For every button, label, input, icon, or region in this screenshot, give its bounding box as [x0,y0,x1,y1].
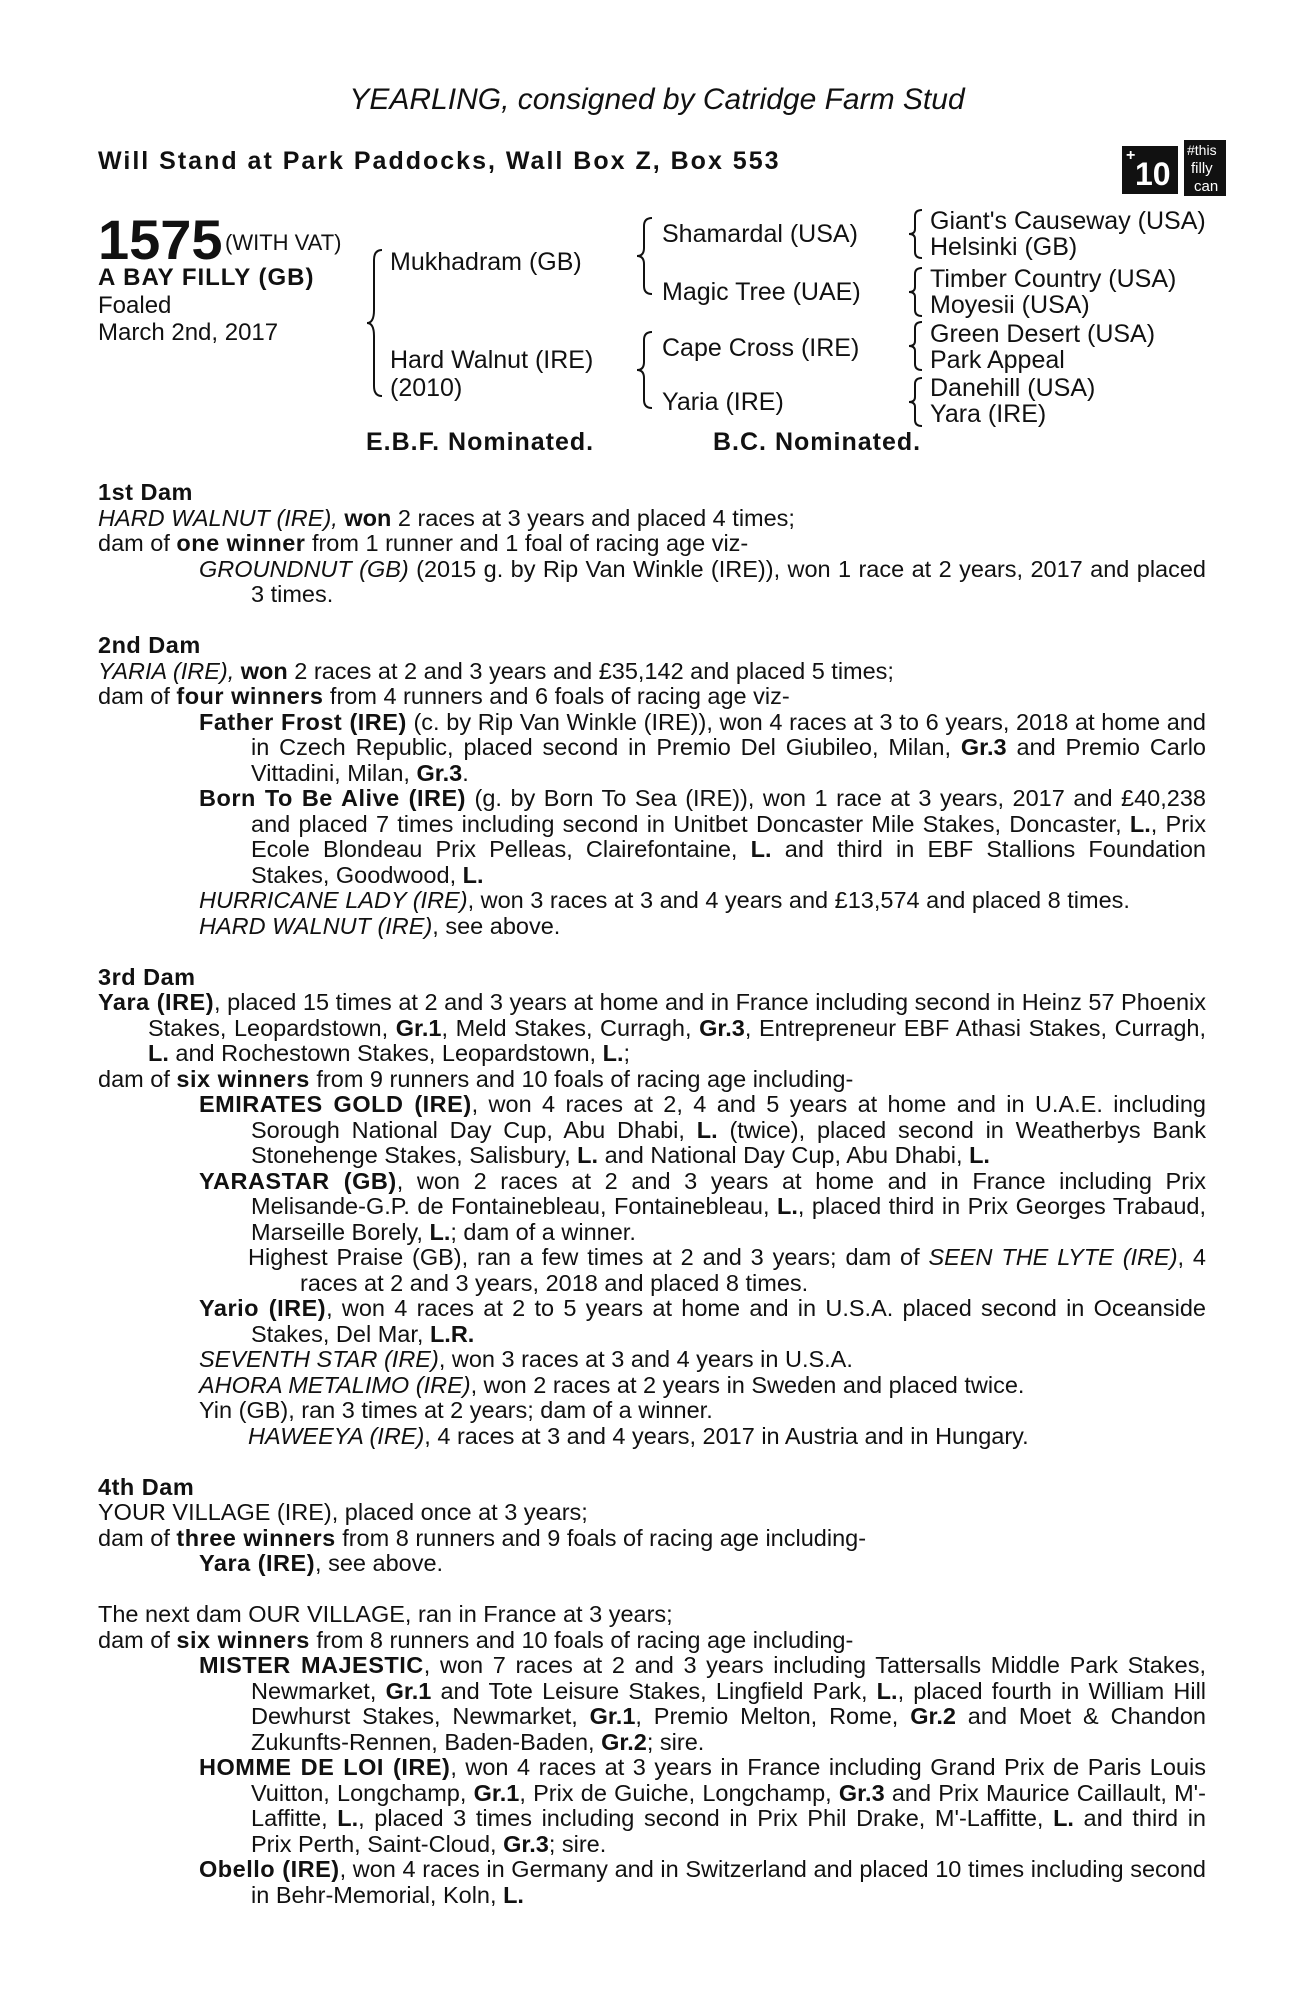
section-heading: 3rd Dam [98,963,196,990]
pedigree-gen3-1: Giant's Causeway (USA) [930,207,1206,235]
pedigree-brace-dam [634,330,656,410]
offspring-entry: Father Frost (IRE) (c. by Rip Van Winkle (IRE)), won 4 races at 3 to 6 years, 2018 at home and in Czech Republic, placed second in Premio Del Giubileo, Milan, Gr.3 and Premio Carlo Vittadini, Milan, Gr.3. [199,708,1206,786]
logo-ten: 10 [1135,156,1171,192]
logo-can: can [1194,178,1219,195]
stand-location: Will Stand at Park Paddocks, Wall Box Z, Box 553 [98,147,781,175]
lot-number: 1575 [98,208,223,271]
offspring-entry: Highest Praise (GB), ran a few times at 2 and 3 years; dam of SEEN THE LYTE (IRE), 4 races at 2 and 3 years, 2018 and placed 8 times. [248,1244,1206,1296]
offspring-entry: Yin (GB), ran 3 times at 2 years; dam of a winner. [199,1397,713,1423]
pedigree-sire: Mukhadram (GB) [390,248,582,276]
svg-text:+: + [1126,147,1136,164]
offspring-entry: GROUNDNUT (GB) (2015 g. by Rip Van Winkle (IRE)), won 1 race at 2 years, 2017 and placed 3 times. [199,555,1206,607]
pedigree-brace-g3-2 [906,266,926,318]
next-dam-section [98,1602,1206,1908]
pedigree-brace-sire [634,216,656,296]
offspring-entry: Obello (IRE), won 4 races in Germany and in Switzerland and placed 10 times including second in Behr-Memorial, Koln, L. [199,1856,1206,1908]
bc-nominated: B.C. Nominated. [713,428,922,456]
offspring-entry: EMIRATES GOLD (IRE), won 4 races at 2, 4 and 5 years at home and in U.A.E. including Sorough National Day Cup, Abu Dhabi, L. (twice), placed second in Weatherbys Bank Stonehenge Stakes, Salisbury, L. and National Day Cup, Abu Dhabi, L. [199,1091,1206,1168]
first-dam-section [98,480,1206,608]
offspring-entry: Yario (IRE), won 4 races at 2 to 5 years at home and in U.S.A. placed second in Oceanside Stakes, Del Mar, L.R. [199,1295,1206,1347]
second-dam-section [98,633,1206,939]
lot-description: A BAY FILLY (GB) [98,264,315,291]
pedigree-dam-sire: Cape Cross (IRE) [662,334,860,362]
pedigree-brace-g3-3 [906,320,926,372]
ebf-nominated: E.B.F. Nominated. [366,428,595,456]
offspring-entry: MISTER MAJESTIC, won 7 races at 2 and 3 years including Tattersalls Middle Park Stakes, Newmarket, Gr.1 and Tote Leisure Stakes, Lingfield Park, L., placed fourth in William Hill Dewhurst Stakes, Newmarket, Gr.1, Premio Melton, Rome, Gr.2 and Moet & Chandon Zukunfts-Rennen, Baden-Baden, Gr.2; sire. [199,1652,1207,1755]
pedigree-brace-g3-4 [906,376,926,428]
dam-of-line: dam of four winners from 4 runners and 6 foals of racing age viz- [98,683,790,709]
foaled-date: March 2nd, 2017 [98,319,279,346]
pedigree-dam-year: (2010) [390,374,463,402]
pedigree-dam-dam: Yaria (IRE) [662,388,784,416]
offspring-entry: Yara (IRE), see above. [199,1550,444,1576]
logo-filly: filly [1191,160,1213,177]
this-filly-can-logo [1118,140,1228,196]
offspring-entry: HOMME DE LOI (IRE), won 4 races at 3 years in France including Grand Prix de Paris Louis Vuitton, Longchamp, Gr.1, Prix de Guiche, Longchamp, Gr.3 and Prix Maurice Caillault, M'-Laffitte, L., placed 3 times including second in Prix Phil Drake, M'-Laffitte, L. and third in Prix Perth, Saint-Cloud, Gr.3; sire. [199,1754,1206,1857]
dam-of-line: dam of one winner from 1 runner and 1 foal of racing age viz- [98,530,749,556]
pedigree-gen3-2: Helsinki (GB) [930,233,1078,261]
foaled-label: Foaled [98,292,172,319]
dam-line: HARD WALNUT (IRE), won 2 races at 3 years and placed 4 times; [98,504,795,531]
dam-of-line: dam of six winners from 8 runners and 10 foals of racing age including- [98,1626,854,1653]
offspring-entry: AHORA METALIMO (IRE), won 2 races at 2 years in Sweden and placed twice. [199,1371,1025,1398]
offspring-entry: Born To Be Alive (IRE) (g. by Born To Sea (IRE)), won 1 race at 3 years, 2017 and £40,238 and placed 7 times including second in Unitbet Doncaster Mile Stakes, Doncaster, L., Prix Ecole Blondeau Prix Pelleas, Clairefontaine, L. and third in EBF Stallions Foundation Stakes, Goodwood, L. [199,785,1206,888]
section-heading: 1st Dam [98,479,193,505]
dam-line: YOUR VILLAGE (IRE), placed once at 3 years; [98,1499,588,1525]
pedigree-sire-sire: Shamardal (USA) [662,220,858,248]
section-heading: 4th Dam [98,1473,195,1500]
pedigree-brace-gen1 [364,248,386,398]
fourth-dam-section [98,1475,1206,1577]
pedigree-gen3-3: Timber Country (USA) [930,265,1177,293]
pedigree-gen3-4: Moyesii (USA) [930,291,1090,319]
section-heading: 2nd Dam [98,632,201,658]
pedigree-sire-dam: Magic Tree (UAE) [662,278,861,306]
pedigree-gen3-6: Park Appeal [930,346,1065,374]
pedigree-brace-g3-1 [906,208,926,260]
dam-line: YARIA (IRE), won 2 races at 2 and 3 years and £35,142 and placed 5 times; [98,657,894,684]
dam-of-line: dam of six winners from 9 runners and 10 foals of racing age including- [98,1065,854,1092]
dam-of-line: dam of three winners from 8 runners and 9 foals of racing age including- [98,1524,867,1551]
pedigree-gen3-7: Danehill (USA) [930,374,1096,402]
pedigree-gen3-5: Green Desert (USA) [930,320,1156,348]
pedigree-gen3-8: Yara (IRE) [930,400,1047,428]
pedigree-dam: Hard Walnut (IRE) [390,346,594,374]
catalogue-content [98,480,1206,1934]
third-dam-section [98,965,1206,1450]
offspring-entry: HARD WALNUT (IRE), see above. [199,912,561,939]
page-title: YEARLING, consigned by Catridge Farm Stud [349,83,965,116]
offspring-entry: HAWEEYA (IRE), 4 races at 3 and 4 years, 2017 in Austria and in Hungary. [248,1422,1029,1449]
offspring-entry: SEVENTH STAR (IRE), won 3 races at 3 and 4 years in U.S.A. [199,1346,853,1372]
dam-line: Yara (IRE), placed 15 times at 2 and 3 years at home and in France including second in Heinz 57 Phoenix Stakes, Leopardstown, Gr.1, Meld Stakes, Curragh, Gr.3, Entrepreneur EBF Athasi Stakes, Curragh, L. and Rochestown Stakes, Leopardstown, L.; [98,989,1206,1066]
dam-line: The next dam OUR VILLAGE, ran in France at 3 years; [98,1601,673,1627]
offspring-entry: HURRICANE LADY (IRE), won 3 races at 3 and 4 years and £13,574 and placed 8 times. [199,887,1130,913]
vat-label: (WITH VAT) [225,230,342,255]
logo-hashtag: #this [1187,142,1217,158]
offspring-entry: YARASTAR (GB), won 2 races at 2 and 3 years at home and in France including Prix Melisande-G.P. de Fontainebleau, Fontainebleau, L., placed third in Prix Georges Trabaud, Marseille Borely, L.; dam of a winner. [199,1167,1207,1245]
